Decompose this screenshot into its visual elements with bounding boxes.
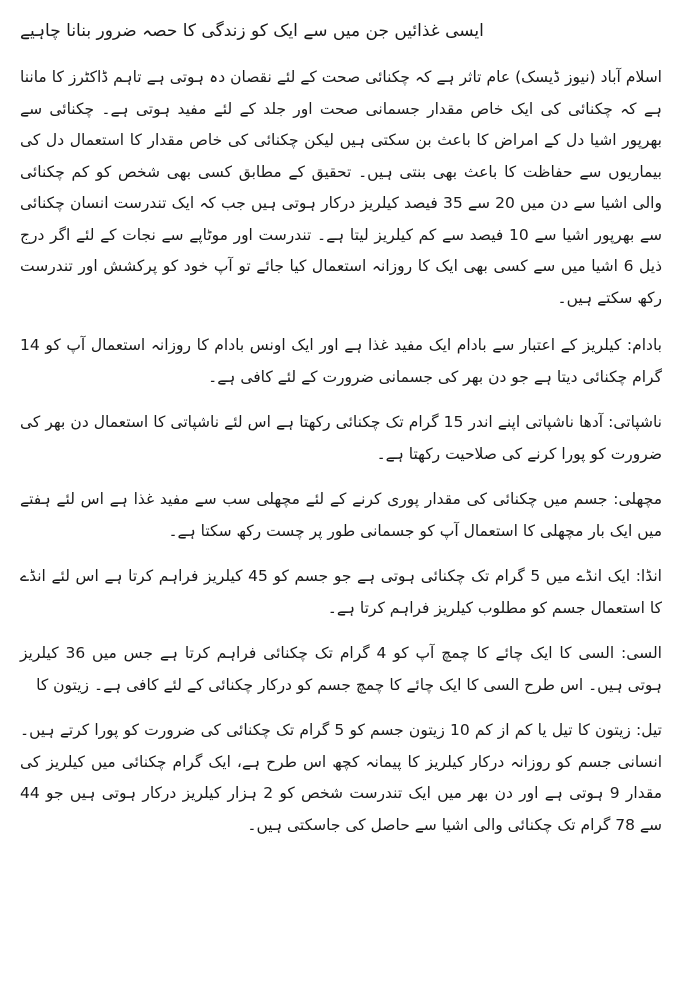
pear-paragraph: ناشپاتی: آدھا ناشپاتی اپنے اندر 15 گرام تک چکنائی رکھتا ہے اس لئے ناشپاتی کا استعمال دن بھر کی ضرورت کو پورا کرنے کی صلاحیت رکھتا ہے۔ bbox=[20, 413, 662, 463]
fish-paragraph: مچھلی: جسم میں چکنائی کی مقدار پوری کرنے کے لئے مچھلی سب سے مفید غذا ہے اس لئے ہفتے میں ایک بار مچھلی کا استعمال آپ کو جسمانی طور پر چست رکھ سکتا ہے۔ bbox=[20, 490, 662, 540]
article bbox=[20, 14, 662, 855]
flaxseed-paragraph: السی: السی کا ایک چائے کا چمچ آپ کو 4 گرام تک چکنائی فراہم کرتا ہے جس میں 36 کیلریز ہوتی ہیں۔ اس طرح السی کا ایک چائے کا چمچ جسم کو درکار چکنائی کے لئے کافی ہے۔ زیتون کا bbox=[20, 644, 662, 694]
article-headline: ایسی غذائیں جن میں سے ایک کو زندگی کا حصہ ضرور بنانا چاہیے bbox=[20, 21, 484, 41]
intro-paragraph: اسلام آباد (نیوز ڈیسک) عام تاثر ہے کہ چکنائی صحت کے لئے نقصان دہ ہوتی ہے تاہم ڈاکٹرز کا ماننا ہے کہ چکنائی کی ایک خاص مقدار جسمانی صحت اور جلد کے لئے مفید ہوتی ہے۔ چکنائی سے بھرپور اشیا دل کے امراض کا باعث بن سکتی ہیں لیکن چکنائی کی خاص مقدار کا استعمال دل کی بیماریوں سے حفاظت کا باعث بھی بنتی ہیں۔ تحقیق کے مطابق کسی بھی شخص کو کم چکنائی والی اشیا سے دن میں 20 سے 35 فیصد کیلریز درکار ہوتی ہیں جب کہ ایک تندرست انسان چکنائی سے بھرپور اشیا سے 10 فیصد سے کم کیلریز لیتا ہے۔ تندرست اور موٹاپے سے نجات کے لئے اگر درج ذیل 6 اشیا میں سے کسی بھی ایک کا روزانہ استعمال کیا جائے تو آپ خود کو پرکشش اور تندرست رکھ سکتے ہیں۔ bbox=[20, 68, 662, 307]
olive-oil-paragraph: تیل: زیتون کا تیل یا کم از کم 10 زیتون جسم کو 5 گرام تک چکنائی کی ضرورت کو پورا کرتے ہیں۔ انسانی جسم کو روزانہ درکار کیلریز کا پیمانہ کچھ اس طرح ہے، ایک گرام چکنائی میں کیلریز کی مقدار 9 ہوتی ہے اور دن بھر میں ایک تندرست شخص کو 2 ہزار کیلریز درکار ہوتی ہیں جو 44 سے 78 گرام تک چکنائی والی اشیا سے حاصل کی جاسکتی ہیں۔ bbox=[20, 721, 662, 834]
egg-paragraph: انڈا: ایک انڈے میں 5 گرام تک چکنائی ہوتی ہے جو جسم کو 45 کیلریز فراہم کرتا ہے اس لئے انڈے کا استعمال جسم کو مطلوب کیلریز فراہم کرتا ہے۔ bbox=[20, 567, 662, 617]
almond-paragraph: بادام: کیلریز کے اعتبار سے بادام ایک مفید غذا ہے اور ایک اونس بادام کا روزانہ استعمال آپ کو 14 گرام چکنائی دیتا ہے جو دن بھر کی جسمانی ضرورت کے لئے کافی ہے۔ bbox=[20, 336, 662, 386]
